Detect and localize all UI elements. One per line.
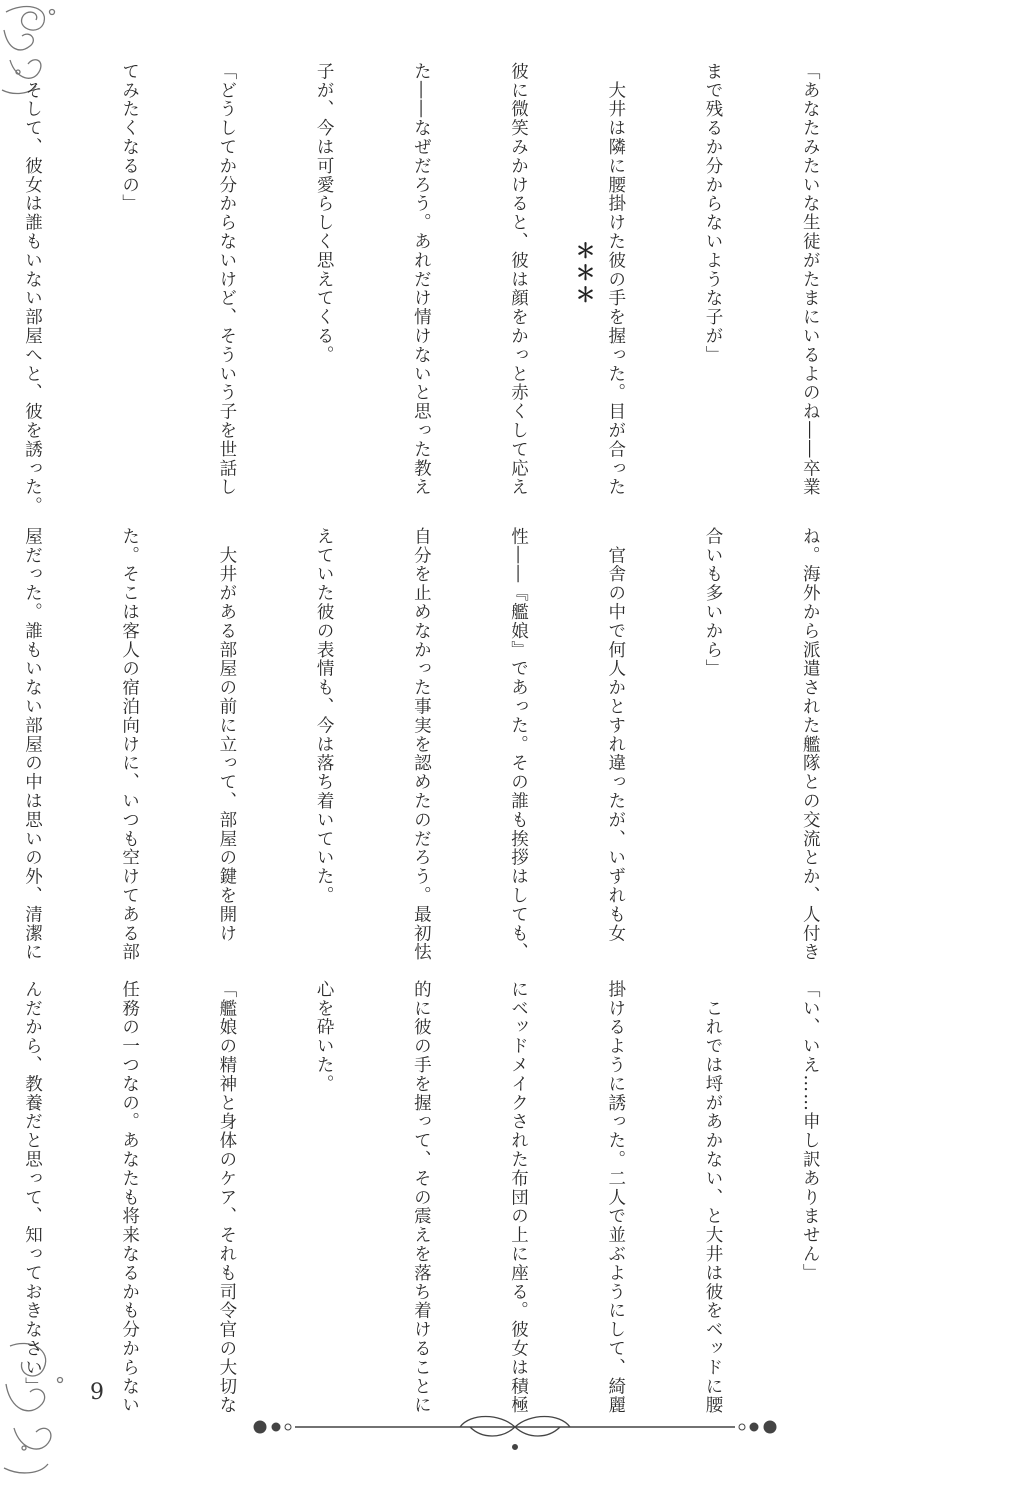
text-line: これでは埒があかない、と大井は彼をベッドに腰 [702, 980, 723, 1415]
text-line: 掛けるように誘った。二人で並ぶようにして、綺麗 [605, 980, 626, 1415]
text-line: 「い、いえ……申し訳ありません」 [800, 980, 821, 1283]
text-line: 大井は隣に腰掛けた彼の手を握った。目が合った [605, 62, 626, 497]
text-line: た。そこは客人の宿泊向けに、いつも空けてある部 [119, 527, 140, 962]
text-line: 彼に微笑みかけると、彼は顔をかっと赤くして応え [508, 62, 529, 497]
text-line: 自分を止めなかった事実を認めたのだろう。最初怯 [411, 527, 432, 962]
text-line: 官舎の中で何人かとすれ違ったが、いずれも女 [605, 527, 626, 943]
text-line: 「あなたみたいな生徒がたまにいるよのね――卒業 [800, 62, 821, 497]
text-line: てみたくなるの」 [119, 62, 140, 214]
text-line: 屋だった。誰もいない部屋の中は思いの外、清潔に [22, 527, 43, 962]
section-break: ＊＊＊ [572, 240, 596, 306]
text-line: えていた彼の表情も、今は落ち着いていた。 [314, 527, 335, 905]
text-line: ね。海外から派遣された艦隊との交流とか、人付き [800, 527, 821, 962]
text-line: 的に彼の手を握って、その震えを落ち着けることに [411, 980, 432, 1415]
text-line: 性――『艦娘』であった。その誰も挨拶はしても、 [508, 527, 529, 962]
text-line: まで残るか分からないような子が」 [702, 62, 723, 365]
text-line: 合いも多いから」 [702, 527, 723, 679]
text-line: 「艦娘の精神と身体のケア、それも司令官の大切な [216, 980, 237, 1415]
text-line: そして、彼女は誰もいない部屋へと、彼を誘った。 [22, 62, 43, 516]
page-number: 9 [90, 1380, 104, 1405]
text-line: 任務の一つなの。あなたも将来なるかも分からない [119, 980, 140, 1415]
text-block-upper [22, 62, 891, 516]
text-line: 「どうしてか分からないけど、そういう子を世話し [216, 62, 237, 497]
text-line: 心を砕いた。 [314, 980, 335, 1094]
text-block-middle [22, 527, 891, 967]
text-line: にベッドメイクされた布団の上に座る。彼女は積極 [508, 980, 529, 1415]
text-line: た――なぜだろう。あれだけ情けないと思った教え [411, 62, 432, 497]
text-block-lower [22, 980, 891, 1415]
text-line: んだから、教養だと思って、知っておきなさい」 [22, 980, 43, 1396]
text-line: 子が、今は可愛らしく思えてくる。 [314, 62, 335, 365]
text-line: 大井がある部屋の前に立って、部屋の鍵を開け [216, 527, 237, 943]
